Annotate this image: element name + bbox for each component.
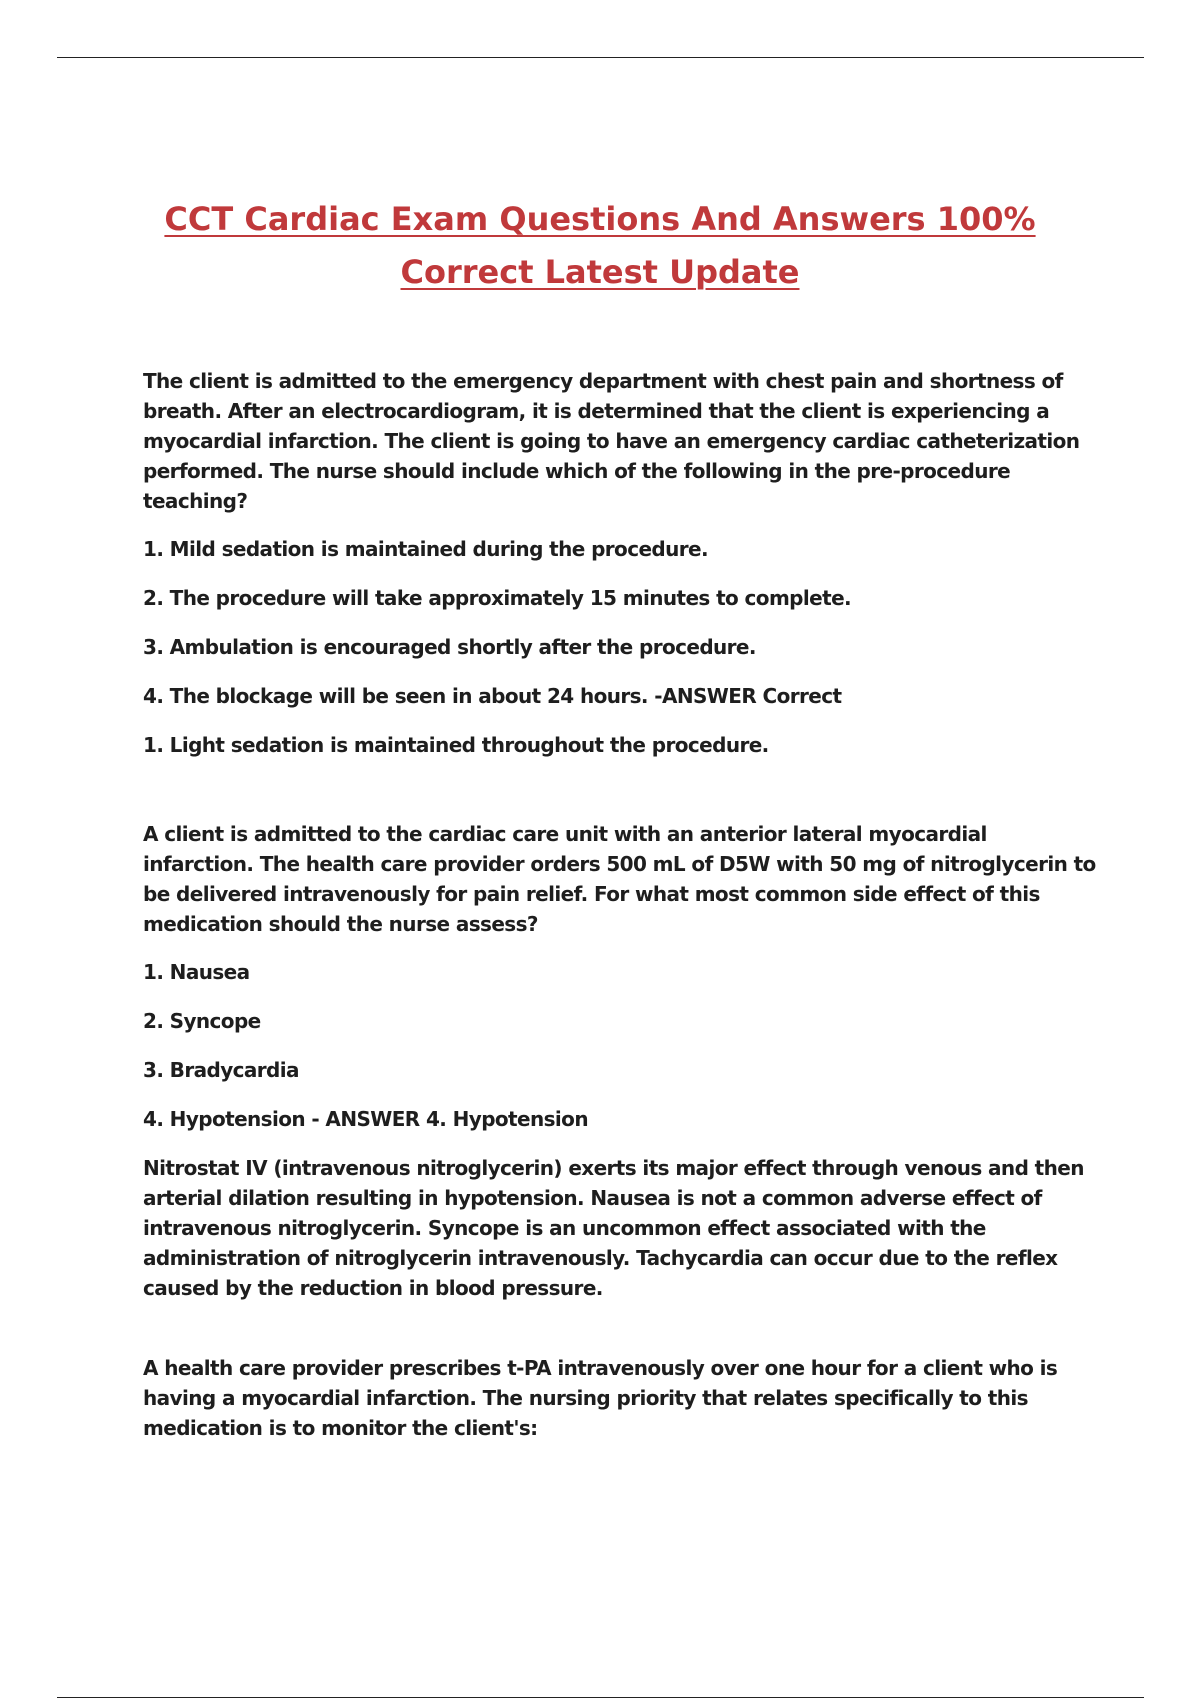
question-2-option-3: 3. Bradycardia [143,1058,299,1082]
section-spacer [143,1303,1103,1353]
question-3-stem: A health care provider prescribes t-PA intravenously over one hour for a client who is having a myocardial infarction. The nursing priority that relates specifically to this medication is to monitor the client's: [143,1356,1058,1440]
question-1-answer: 1. Light sedation is maintained throughout the procedure. [143,733,769,757]
question-1-option-2: 2. The procedure will take approximately 15 minutes to complete. [143,586,852,610]
question-2-rationale: Nitrostat IV (intravenous nitroglycerin) exerts its major effect through venous and then arterial dilation resulting in hypotension. Nausea is not a common adverse effect of intravenous nitroglycerin. Syncope is an uncommon effect associated with the administration of nitroglycerin intravenously. Tachycardia can occur due to the reflex caused by the reduction in blood pressure. [143,1156,1084,1300]
document-title [120,193,1080,299]
title-line-1: CCT Cardiac Exam Questions And Answers 100% [164,200,1036,238]
question-1 [143,366,1103,760]
question-1-option-3: 3. Ambulation is encouraged shortly after the procedure. [143,635,756,659]
question-1-option-1: 1. Mild sedation is maintained during the procedure. [143,537,708,561]
question-1-option-4: 4. The blockage will be seen in about 24 hours. -ANSWER Correct [143,684,842,708]
question-3 [143,1353,1103,1443]
title-line-2: Correct Latest Update [400,253,800,291]
section-spacer [143,779,1103,819]
question-2 [143,819,1103,1303]
bottom-divider [57,1697,1144,1698]
question-2-option-1: 1. Nausea [143,960,250,984]
document-body [143,366,1103,1461]
top-divider [57,57,1144,58]
question-2-stem: A client is admitted to the cardiac care unit with an anterior lateral myocardial infarction. The health care provider orders 500 mL of D5W with 50 mg of nitroglycerin to be delivered intravenously for pain relief. For what most common side effect of this medication should the nurse assess? [143,822,1096,936]
question-1-stem: The client is admitted to the emergency department with chest pain and shortness of breath. After an electrocardiogram, it is determined that the client is experiencing a myocardial infarction. The client is going to have an emergency cardiac catheterization performed. The nurse should include which of the following in the pre-procedure teaching? [143,369,1080,513]
question-2-option-4: 4. Hypotension - ANSWER 4. Hypotension [143,1107,588,1131]
question-2-option-2: 2. Syncope [143,1009,261,1033]
